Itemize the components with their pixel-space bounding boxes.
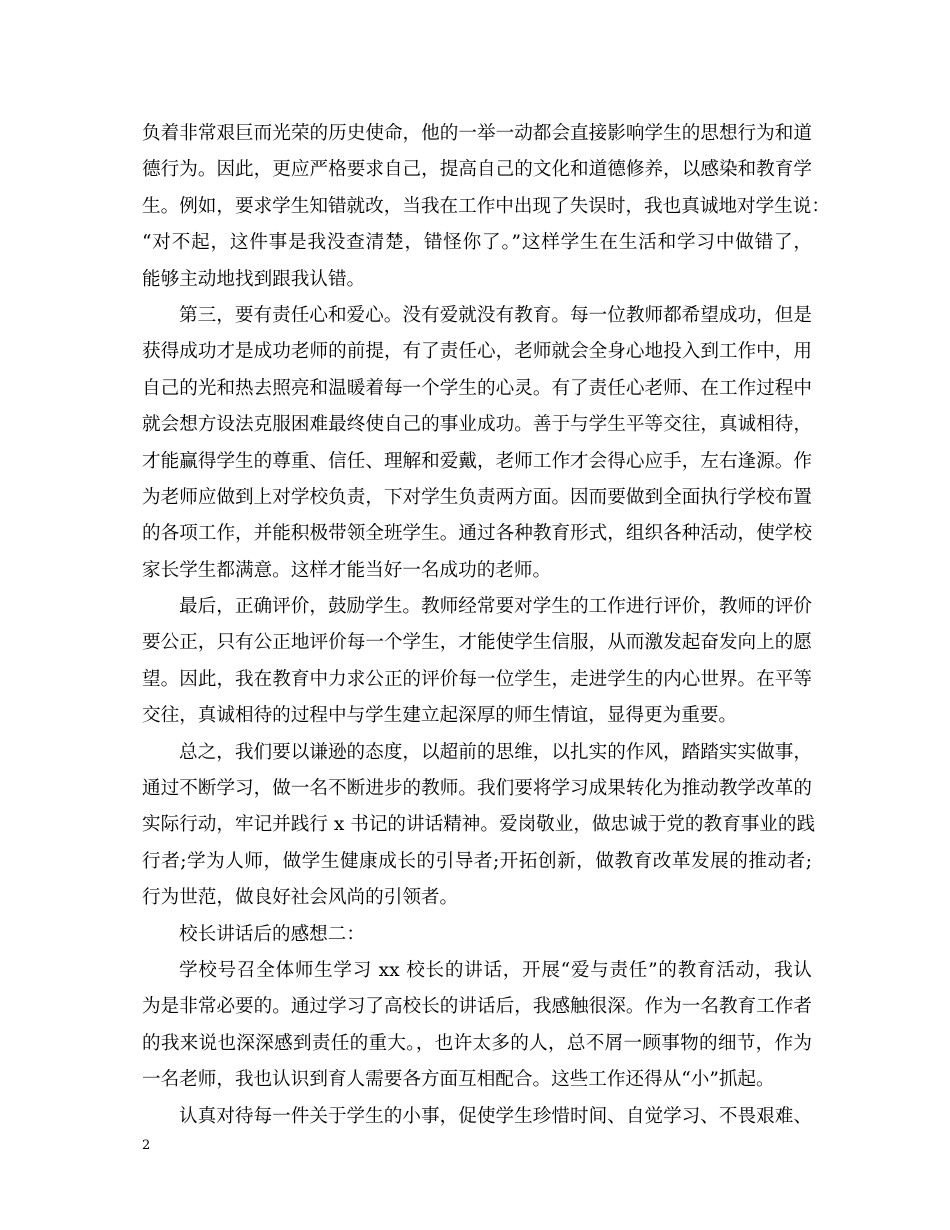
text-line: 总之，我们要以谦逊的态度，以超前的思维，以扎实的作风，踏踏实实做事，	[179, 741, 812, 763]
text-line: 要公正，只有公正地评价每一个学生，才能使学生信服，从而激发起奋发向上的愿	[142, 632, 812, 654]
text-line: 的我来说也深深感到责任的重大。，也许太多的人，总不屑一顾事物的细节，作为	[142, 1032, 812, 1054]
text-line: 负着非常艰巨而光荣的历史使命，他的一举一动都会直接影响学生的思想行为和道	[142, 123, 812, 144]
text-line: 自己的光和热去照亮和温暖着每一个学生的心灵。有了责任心老师、在工作过程中	[142, 377, 812, 399]
text-line: 交往，真诚相待的过程中与学生建立起深厚的师生情谊，显得更为重要。	[142, 705, 738, 727]
text-line: 一名老师，我也认识到育人需要各方面互相配合。这些工作还得从“小”抓起。	[142, 1069, 775, 1091]
text-line: “对不起，这件事是我没查清楚，错怪你了。”这样学生在生活和学习中做错了，	[142, 232, 812, 254]
text-line: 第三，要有责任心和爱心。没有爱就没有教育。每一位教师都希望成功，但是	[179, 304, 812, 326]
section-heading: 校长讲话后的感想二：	[179, 923, 365, 945]
text-line: 通过不断学习，做一名不断进步的教师。我们要将学习成果转化为推动教学改革的	[142, 778, 812, 800]
text-line: 行者;学为人师，做学生健康成长的引导者;开拓创新，做教育改革发展的推动者;	[142, 850, 812, 872]
text-line: 实际行动，牢记并践行 x 书记的讲话精神。爱岗敬业，做忠诚于党的教育事业的践	[142, 814, 816, 836]
body-text	[142, 116, 830, 1135]
text-line: 能够主动地找到跟我认错。	[142, 268, 366, 290]
text-line: 获得成功才是成功老师的前提，有了责任心，老师就会全身心地投入到工作中，用	[142, 341, 812, 363]
text-line: 德行为。因此，更应严格要求自己，提高自己的文化和道德修养，以感染和教育学	[142, 159, 812, 181]
text-line: 最后，正确评价，鼓励学生。教师经常要对学生的工作进行评价，教师的评价	[179, 596, 812, 618]
text-line: 为是非常必要的。通过学习了高校长的讲话后，我感触很深。作为一名教育工作者	[142, 996, 812, 1018]
text-line: 才能赢得学生的尊重、信任、理解和爱戴，老师工作才会得心应手，左右逢源。作	[142, 450, 812, 472]
text-line: 望。因此，我在教育中力求公正的评价每一位学生，走进学生的内心世界。在平等	[142, 668, 812, 690]
text-line: 行为世范，做良好社会风尚的引领者。	[142, 887, 459, 909]
text-line: 生。例如，要求学生知错就改，当我在工作中出现了失误时，我也真诚地对学生说：	[142, 195, 830, 217]
text-line: 认真对待每一件关于学生的小事，促使学生珍惜时间、自觉学习、不畏艰难、	[179, 1105, 812, 1127]
text-line: 就会想方设法克服困难最终使自己的事业成功。善于与学生平等交往，真诚相待，	[142, 414, 812, 436]
text-line: 家长学生都满意。这样才能当好一名成功的老师。	[142, 559, 552, 581]
text-line: 学校号召全体师生学习 xx 校长的讲话，开展“爱与责任”的教育活动，我认	[179, 959, 812, 981]
text-line: 的各项工作，并能积极带领全班学生。通过各种教育形式，组织各种活动，使学校	[142, 523, 812, 545]
page-number: 2	[142, 1138, 151, 1153]
text-line: 为老师应做到上对学校负责，下对学生负责两方面。因而要做到全面执行学校布置	[142, 486, 812, 508]
